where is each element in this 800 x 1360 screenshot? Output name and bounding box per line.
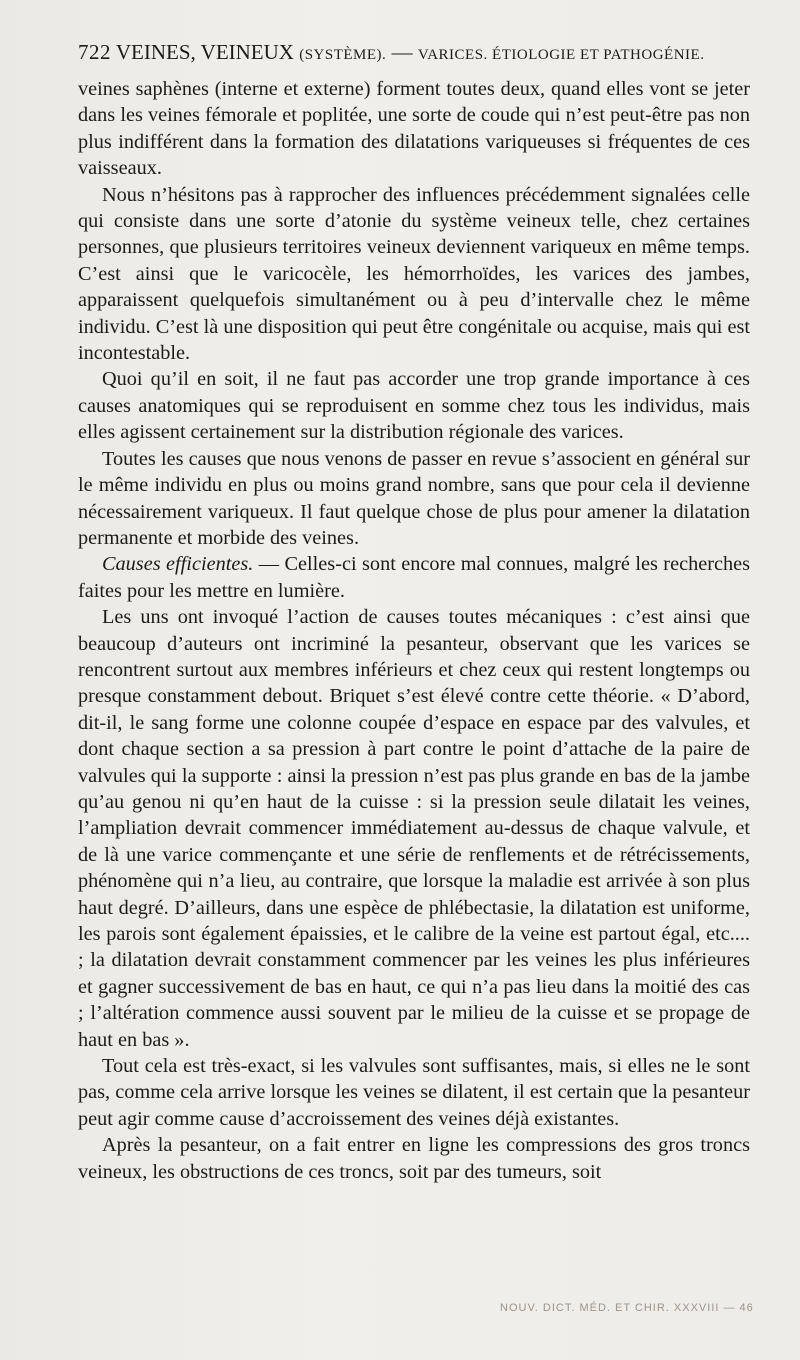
- paragraph-6: Tout cela est très-exact, si les valvules sont suffisantes, mais, si elles ne le sont pas, comme cela arrive lorsque les veines se dilatent, il est certain que la pesanteur peut agir comme cause d’accroissement des veines déjà existantes.: [78, 1055, 750, 1130]
- header-title-paren: (SYSTÈME).: [299, 47, 387, 63]
- page-number: 722: [78, 40, 111, 64]
- header-section: VARICES. ÉTIOLOGIE ET PATHOGÉNIE.: [417, 47, 705, 63]
- paragraph-2: Nous n’hésitons pas à rapprocher des influences précédemment signalées celle qui consiste dans une sorte d’atonie du système veineux telle, chez certaines personnes, que plusieurs territoires veineux deviennent variqueux en même temps. C’est ainsi que le varicocèle, les hémorrhoïdes, les varices des jambes, apparaissent quelquefois simultanément ou à peu d’intervalle chez le même individu. C’est là une disposition qui peut être congénitale ou acquise, mais qui est incontestable.: [78, 183, 750, 365]
- page-footer: NOUV. DICT. MÉD. ET CHIR. XXXVIII — 46: [500, 1302, 754, 1314]
- paragraph-3: Quoi qu’il en soit, il ne faut pas accorder une trop grande importance à ces causes anatomiques qui se reproduisent en somme chez tous les individus, mais elles agissent certainement sur la distribution régionale des varices.: [78, 368, 750, 444]
- body-text: [78, 76, 750, 1185]
- paragraph-4: Toutes les causes que nous venons de passer en revue s’associent en général sur le même individu en plus ou moins grand nombre, sans que pour cela il devienne nécessairement variqueux. Il faut quelque chose de plus pour amener la dilatation permanente et morbide des veines.: [78, 447, 750, 549]
- header-dash: —: [391, 40, 413, 64]
- paragraph-7: Après la pesanteur, on a fait entrer en ligne les compressions des gros troncs veineux, les obstructions de ces troncs, soit par des tumeurs, soit: [78, 1134, 750, 1183]
- paragraph-causes: [78, 551, 750, 604]
- causes-text: — Celles-ci sont encore mal connues, malgré les recherches faites pour les mettre en lumière.: [78, 553, 751, 602]
- paragraph-1: veines saphènes (interne et externe) forment toutes deux, quand elles vont se jeter dans les veines fémorale et poplitée, une sorte de coude qui n’est peut-être pas non plus indifférent dans la formation des dilatations variqueuses si fréquentes de ces vaisseaux.: [78, 78, 750, 180]
- causes-heading: Causes efficientes.: [102, 553, 254, 576]
- running-header: [78, 40, 758, 70]
- header-title: VEINES, VEINEUX: [115, 40, 294, 64]
- paragraph-5: Les uns ont invoqué l’action de causes toutes mécaniques : c’est ainsi que beaucoup d’auteurs ont incriminé la pesanteur, observant que les varices se rencontrent surtout aux membres inférieurs et chez ceux qui restent longtemps ou presque constamment debout. Briquet s’est élevé contre cette théorie. « D’abord, dit-il, le sang forme une colonne coupée d’espace en espace par des valvules, et dont chaque section a sa pression à part contre le point d’attache de la paire de valvules qui la supporte : ainsi la pression n’est pas plus grande en bas de la jambe qu’au genou ni qu’en haut de la cuisse : si la pression seule dilatait les veines, l’ampliation devrait commencer immédiatement au-dessus de chaque valvule, et de là une varice commençante et une série de renflements et de rétrécissements, phénomène qui n’a lieu, au contraire, que lorsque la maladie est arrivée à son plus haut degré. D’ailleurs, dans une espèce de phlébectasie, la dilatation est uniforme, les parois sont également épaissies, et le calibre de la veine est partout égal, etc.... ; la dilatation devrait constamment commencer par les veines les plus inférieures et gagner successivement de bas en haut, ce qui n’a pas lieu dans la moitié des cas ; l’altération commence aussi souvent par le milieu de la cuisse et se propage de haut en bas ».: [78, 606, 750, 1051]
